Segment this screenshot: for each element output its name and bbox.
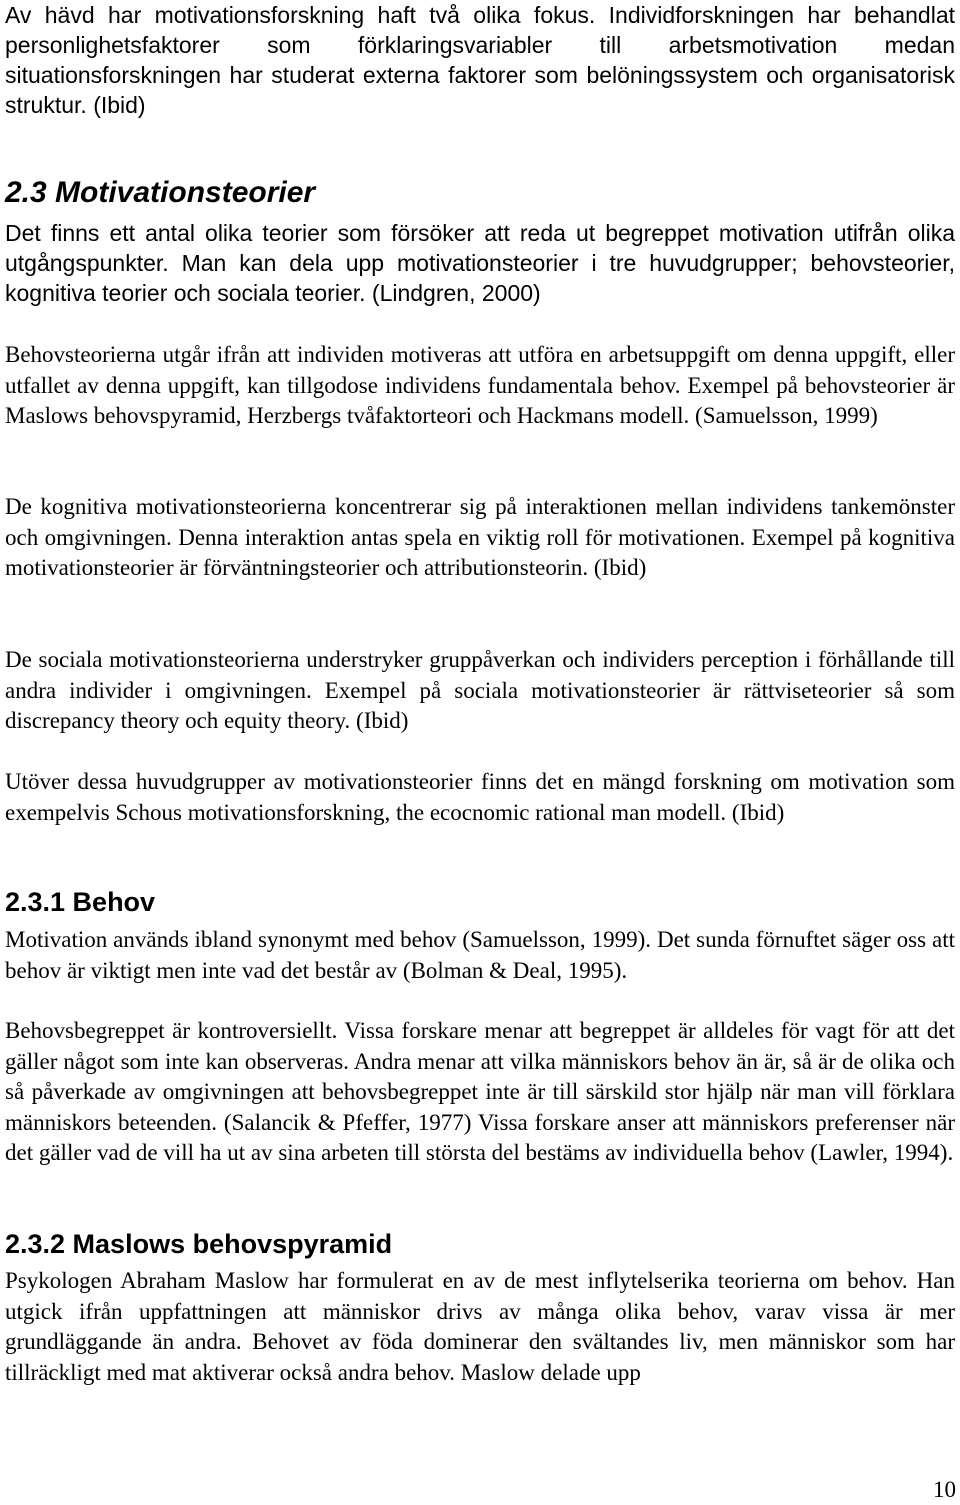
needs-concept-paragraph: Behovsbegreppet är kontroversiellt. Vissa forskare menar att begreppet är alldeles för vagt för att det gäller något som inte kan observeras. Andra menar att vilka människors behov än är, så är de olika och så påverkade av omgivningen att behovsbegreppet inte är till särskild stor hjälp när man vill förklara människors beteenden. (Salancik & Pfeffer, 1977) Vissa forskare anser att människors preferenser när det gäller vad de vill ha ut av sina arbeten till största del bestäms av individuella behov (Lawler, 1994). <box>5 1018 955 1165</box>
social-theories-paragraph: De sociala motivationsteorierna understryker gruppåverkan och individers perception i förhållande till andra individer i omgivningen. Exempel på sociala motivationsteorier är rättviseteorier så som discrepancy theory och equity theory. (Ibid) <box>5 647 955 733</box>
maslow-paragraph: Psykologen Abraham Maslow har formulerat en av de mest inflytelserika teorierna om behov. Han utgick ifrån uppfattningen att människor drivs av många olika behov, varav vissa är mer grundläggande än andra. Behovet av föda dominerar den svältandes liv, men människor som har tillräckligt med mat aktiverar också andra behov. Maslow delade upp <box>5 1268 955 1385</box>
page-number: 10 <box>933 1477 956 1502</box>
needs-intro-paragraph: Motivation används ibland synonymt med behov (Samuelsson, 1999). Det sunda förnuftet säger oss att behov är viktigt men inte vad det består av (Bolman & Deal, 1995). <box>5 927 955 983</box>
intro-paragraph <box>5 0 955 120</box>
section-heading-2-3-2: 2.3.2 Maslows behovspyramid <box>5 1229 393 1259</box>
intro-text: Av hävd har motivationsforskning haft två olika fokus. Individforskningen har behandlat personlighetsfaktorer som förklaringsvariabler till arbetsmotivation medan situationsforskningen har studerat externa faktorer som belöningssystem och organisatorisk struktur. (Ibid) <box>5 2 955 118</box>
motivation-theories-paragraph <box>5 218 955 308</box>
cognitive-theories-paragraph: De kognitiva motivationsteorierna koncentrerar sig på interaktionen mellan individens tankemönster och omgivningen. Denna interaktion antas spela en viktig roll för motivationen. Exempel på kognitiva motivationsteorier är förväntningsteorier och attributionsteorin. (Ibid) <box>5 494 955 580</box>
motivation-theories-text: Det finns ett antal olika teorier som försöker att reda ut begreppet motivation utifrån olika utgångspunkter. Man kan dela upp motivationsteorier i tre huvudgrupper; behovsteorier, kognitiva teorier och sociala teorier. (Lindgren, 2000) <box>5 220 955 306</box>
section-heading-2-3: 2.3 Motivationsteorier <box>5 176 316 209</box>
other-research-paragraph: Utöver dessa huvudgrupper av motivationsteorier finns det en mängd forskning om motivation som exempelvis Schous motivationsforskning, the ecocnomic rational man modell. (Ibid) <box>5 769 955 825</box>
section-heading-2-3-1: 2.3.1 Behov <box>5 887 156 917</box>
need-theories-paragraph: Behovsteorierna utgår ifrån att individen motiveras att utföra en arbetsuppgift om denna uppgift, eller utfallet av denna uppgift, kan tillgodose individens fundamentala behov. Exempel på behovsteorier är Maslows behovspyramid, Herzbergs tvåfaktorteori och Hackmans modell. (Samuelsson, 1999) <box>5 342 955 428</box>
